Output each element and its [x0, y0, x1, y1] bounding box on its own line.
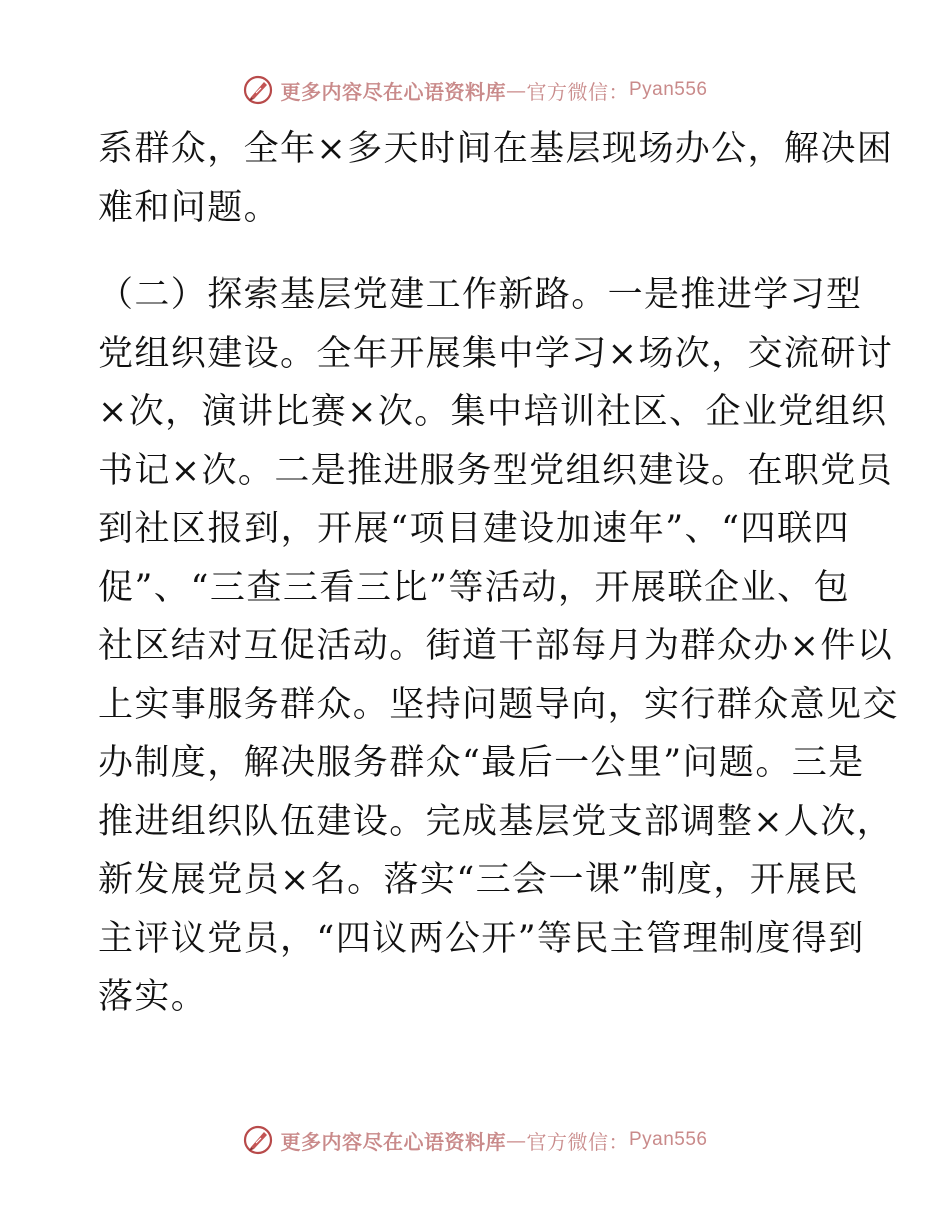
text-line: 推进组织队伍建设。完成基层党支部调整×人次，	[98, 801, 894, 842]
paragraph-gap	[98, 237, 850, 266]
paragraph-2	[98, 266, 899, 1027]
text-line: 社区结对互促活动。街道干部每月为群众办×件以	[98, 626, 894, 666]
quill-seal-icon	[242, 74, 274, 106]
watermark-dash: —	[505, 1128, 527, 1152]
watermark-contact-label: 官方微信：	[526, 79, 629, 104]
quill-seal-icon	[242, 1124, 274, 1156]
watermark-handle: Pyan556	[628, 1129, 708, 1150]
watermark-contact-label: 官方微信：	[526, 1129, 629, 1154]
text-line: 党组织建设。全年开展集中学习×场次，交流研讨	[98, 333, 894, 374]
text-line: 促”、“三查三看三比”等活动，开展联企业、包	[98, 567, 850, 608]
text-line: 办制度，解决服务群众“最后一公里”问题。三是	[98, 743, 865, 783]
text-line: （二）探索基层党建工作新路。一是推进学习型	[98, 275, 863, 315]
document-body	[98, 120, 899, 1027]
footer-watermark	[0, 1120, 950, 1160]
text-line: ×次，演讲比赛×次。集中培训社区、企业党组织	[98, 392, 888, 432]
watermark-dash: —	[505, 78, 527, 102]
text-line: 落实。	[98, 977, 208, 1017]
text-line: 主评议党员，“四议两公开”等民主管理制度得到	[98, 918, 865, 959]
text-line: 系群众，全年×多天时间在基层现场办公，解决困	[98, 129, 894, 169]
text-line: 新发展党员×名。落实“三会一课”制度，开展民	[98, 860, 859, 900]
watermark-title: 更多内容尽在心语资料库	[280, 79, 506, 104]
text-line: 上实事服务群众。坚持问题导向，实行群众意见交	[98, 684, 899, 725]
watermark-handle: Pyan556	[628, 79, 708, 100]
watermark-title: 更多内容尽在心语资料库	[280, 1129, 506, 1154]
paragraph-1	[98, 120, 894, 237]
text-line: 到社区报到，开展“项目建设加速年”、“四联四	[98, 509, 850, 549]
text-line: 难和问题。	[98, 187, 281, 228]
header-watermark	[0, 70, 950, 110]
text-line: 书记×次。二是推进服务型党组织建设。在职党员	[98, 450, 894, 491]
